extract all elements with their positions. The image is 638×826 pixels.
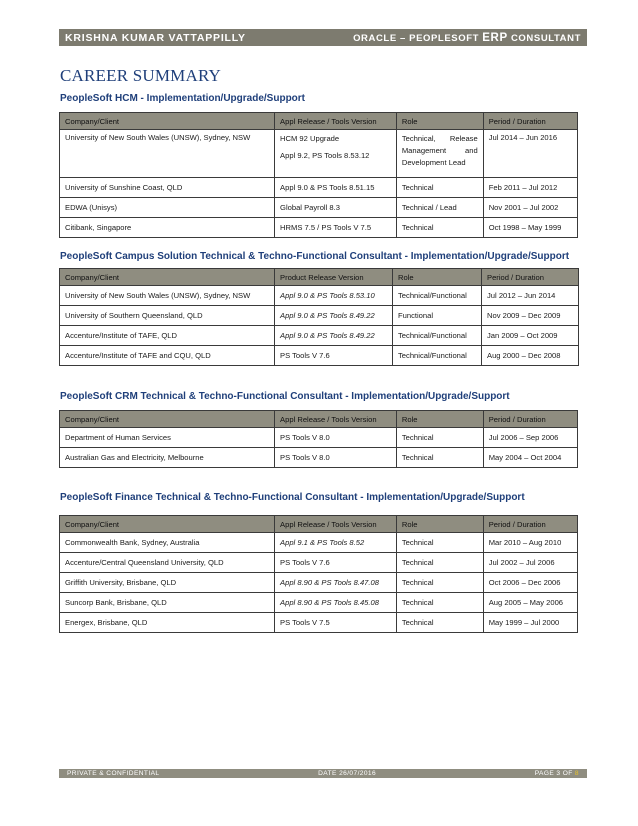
column-header: Period / Duration xyxy=(483,113,577,130)
period-cell: Oct 2006 – Dec 2006 xyxy=(483,573,577,593)
table-crm xyxy=(59,410,578,468)
company-cell: EDWA (Unisys) xyxy=(60,198,275,218)
column-header: Role xyxy=(396,113,483,130)
footer-page-number xyxy=(535,770,579,777)
release-cell xyxy=(275,130,397,178)
table-row xyxy=(60,218,578,238)
company-cell: Accenture/Institute of TAFE and CQU, QLD xyxy=(60,346,275,366)
table-row xyxy=(60,346,579,366)
company-cell: University of New South Wales (UNSW), Sydney, NSW xyxy=(60,286,275,306)
release-cell: Appl 8.90 & PS Tools 8.45.08 xyxy=(275,593,397,613)
period-cell: Aug 2005 – May 2006 xyxy=(483,593,577,613)
release-line: Appl 9.2, PS Tools 8.53.12 xyxy=(280,151,370,160)
table-row xyxy=(60,533,578,553)
company-cell: Citibank, Singapore xyxy=(60,218,275,238)
company-cell: Commonwealth Bank, Sydney, Australia xyxy=(60,533,275,553)
role-cell: Technical xyxy=(396,428,483,448)
role-cell: Functional xyxy=(393,306,482,326)
role-cell: Technical xyxy=(396,448,483,468)
page-title: CAREER SUMMARY xyxy=(60,66,222,85)
table-row xyxy=(60,573,578,593)
period-cell: Jul 2002 – Jul 2006 xyxy=(483,553,577,573)
period-cell: Feb 2011 – Jul 2012 xyxy=(483,178,577,198)
column-header: Company/Client xyxy=(60,411,275,428)
table-row xyxy=(60,428,578,448)
column-header: Appl Release / Tools Version xyxy=(275,411,397,428)
table-header-row xyxy=(60,411,578,428)
company-cell: Department of Human Services xyxy=(60,428,275,448)
release-cell: PS Tools V 7.6 xyxy=(275,553,397,573)
role-erp: ERP xyxy=(482,31,508,44)
role-cell: Technical xyxy=(396,613,483,633)
table-hcm xyxy=(59,112,578,238)
section-heading-hcm: PeopleSoft HCM - Implementation/Upgrade/Support xyxy=(60,93,306,104)
period-cell: Mar 2010 – Aug 2010 xyxy=(483,533,577,553)
release-cell: Global Payroll 8.3 xyxy=(275,198,397,218)
table-row xyxy=(60,613,578,633)
page-label: PAGE 3 OF xyxy=(534,770,573,777)
table-row xyxy=(60,286,579,306)
table-row xyxy=(60,306,579,326)
column-header: Company/Client xyxy=(60,269,275,286)
role-left: ORACLE – PEOPLESOFT xyxy=(353,32,480,44)
period-cell: Jul 2012 – Jun 2014 xyxy=(482,286,579,306)
table-campus xyxy=(59,268,579,366)
release-cell: Appl 9.0 & PS Tools 8.49.22 xyxy=(275,326,393,346)
table-row xyxy=(60,198,578,218)
role-cell: Technical/Functional xyxy=(393,326,482,346)
period-cell: May 2004 – Oct 2004 xyxy=(483,448,577,468)
release-cell: Appl 8.90 & PS Tools 8.47.08 xyxy=(275,573,397,593)
role-cell: Technical xyxy=(396,553,483,573)
table-header-row xyxy=(60,516,578,533)
company-cell: Griffith University, Brisbane, QLD xyxy=(60,573,275,593)
footer-date: DATE 26/07/2016 xyxy=(318,770,377,777)
column-header: Period / Duration xyxy=(483,516,577,533)
release-line: HCM 92 Upgrade xyxy=(280,134,340,143)
table-row xyxy=(60,448,578,468)
table-row xyxy=(60,178,578,198)
table-row xyxy=(60,593,578,613)
document-header xyxy=(59,29,587,46)
column-header: Period / Duration xyxy=(482,269,579,286)
period-cell: May 1999 – Jul 2000 xyxy=(483,613,577,633)
section-heading-finance: PeopleSoft Finance Technical & Techno-Functional Consultant - Implementation/Upgrade/Support xyxy=(60,492,525,503)
release-cell: PS Tools V 7.6 xyxy=(275,346,393,366)
period-cell: Aug 2000 – Dec 2008 xyxy=(482,346,579,366)
table-row xyxy=(60,130,578,178)
column-header: Product Release Version xyxy=(275,269,393,286)
role-cell: Technical, Release Management and Development Lead xyxy=(396,130,483,178)
period-cell: Oct 1998 – May 1999 xyxy=(483,218,577,238)
release-cell: PS Tools V 8.0 xyxy=(275,448,397,468)
release-cell: Appl 9.1 & PS Tools 8.52 xyxy=(275,533,397,553)
column-header: Appl Release / Tools Version xyxy=(275,516,397,533)
role-cell: Technical xyxy=(396,533,483,553)
column-header: Role xyxy=(396,516,483,533)
company-cell: Australian Gas and Electricity, Melbourne xyxy=(60,448,275,468)
release-cell: PS Tools V 8.0 xyxy=(275,428,397,448)
author-name: KRISHNA KUMAR VATTAPPILLY xyxy=(65,31,246,44)
company-cell: Accenture/Central Queensland University, QLD xyxy=(60,553,275,573)
table-row xyxy=(60,553,578,573)
table-header-row xyxy=(60,269,579,286)
release-cell: Appl 9.0 & PS Tools 8.49.22 xyxy=(275,306,393,326)
release-cell: Appl 9.0 & PS Tools 8.53.10 xyxy=(275,286,393,306)
role-cell: Technical xyxy=(396,178,483,198)
role-cell: Technical/Functional xyxy=(393,286,482,306)
company-cell: Accenture/Institute of TAFE, QLD xyxy=(60,326,275,346)
section-heading-crm: PeopleSoft CRM Technical & Techno-Functional Consultant - Implementation/Upgrade/Support xyxy=(60,391,510,402)
column-header: Company/Client xyxy=(60,516,275,533)
role-cell: Technical xyxy=(396,593,483,613)
footer-confidential: PRIVATE & CONFIDENTIAL xyxy=(67,770,160,777)
company-cell: Energex, Brisbane, QLD xyxy=(60,613,275,633)
column-header: Appl Release / Tools Version xyxy=(275,113,397,130)
document-footer xyxy=(59,769,587,778)
column-header: Role xyxy=(396,411,483,428)
role-cell: Technical/Functional xyxy=(393,346,482,366)
role-right: CONSULTANT xyxy=(510,32,581,44)
role-cell: Technical / Lead xyxy=(396,198,483,218)
page-total: 8 xyxy=(574,770,579,777)
release-cell: PS Tools V 7.5 xyxy=(275,613,397,633)
section-heading-campus: PeopleSoft Campus Solution Technical & Techno-Functional Consultant - Implementation/Upgrade/Support xyxy=(60,251,570,262)
role-cell: Technical xyxy=(396,573,483,593)
table-finance xyxy=(59,515,578,633)
period-cell: Jan 2009 – Oct 2009 xyxy=(482,326,579,346)
period-cell: Nov 2009 – Dec 2009 xyxy=(482,306,579,326)
column-header: Company/Client xyxy=(60,113,275,130)
release-cell: HRMS 7.5 / PS Tools V 7.5 xyxy=(275,218,397,238)
role-cell: Technical xyxy=(396,218,483,238)
column-header: Role xyxy=(393,269,482,286)
company-cell: Suncorp Bank, Brisbane, QLD xyxy=(60,593,275,613)
period-cell: Nov 2001 – Jul 2002 xyxy=(483,198,577,218)
table-row xyxy=(60,326,579,346)
company-cell: University of Sunshine Coast, QLD xyxy=(60,178,275,198)
author-role xyxy=(353,32,581,44)
period-cell: Jul 2006 – Sep 2006 xyxy=(483,428,577,448)
company-cell: University of Southern Queensland, QLD xyxy=(60,306,275,326)
company-cell: University of New South Wales (UNSW), Sydney, NSW xyxy=(60,130,275,178)
period-cell: Jul 2014 – Jun 2016 xyxy=(483,130,577,178)
release-cell: Appl 9.0 & PS Tools 8.51.15 xyxy=(275,178,397,198)
table-header-row xyxy=(60,113,578,130)
column-header: Period / Duration xyxy=(483,411,577,428)
